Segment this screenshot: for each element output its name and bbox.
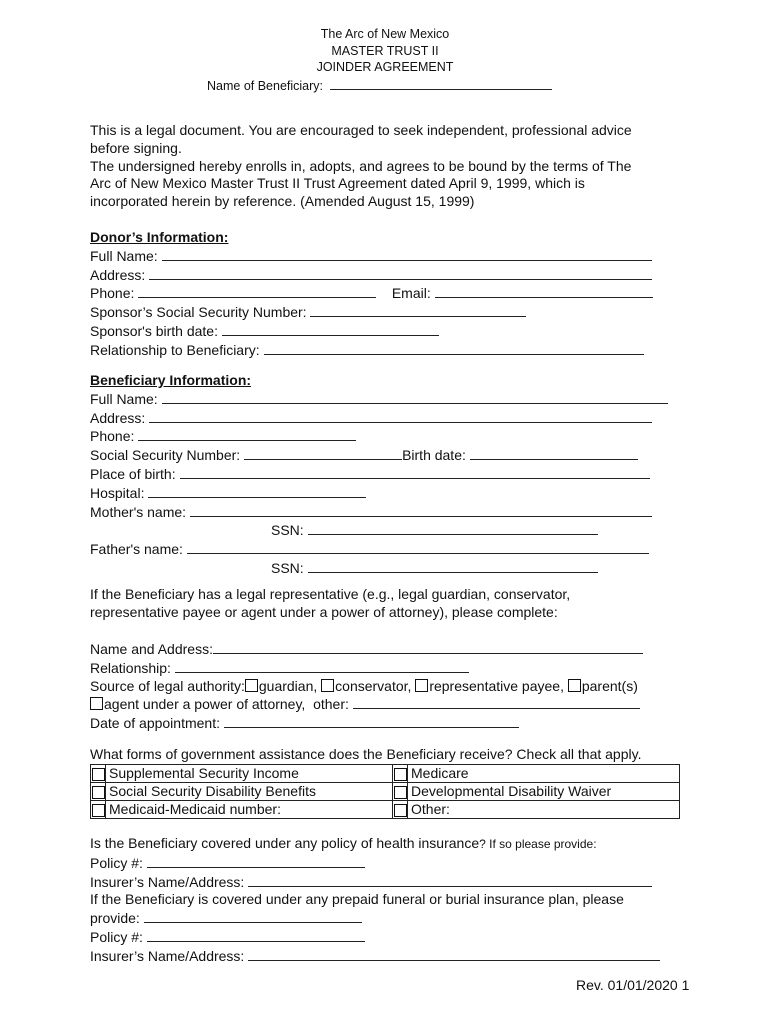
guardian-checkbox[interactable] [245,679,258,692]
conservator-checkbox[interactable] [321,679,334,692]
donor-full-name-field[interactable] [162,247,652,261]
insurer2-row: Insurer’s Name/Address: [90,947,730,966]
beneficiary-address-row: Address: [90,409,690,428]
ssdi-label: Social Security Disability Benefits [106,783,393,801]
medicaid-label: Medicaid-Medicaid number: [106,801,393,819]
ssi-label: Supplemental Security Income [106,765,393,783]
revision-footer: Rev. 01/01/2020 1 [576,977,690,993]
dd-waiver-checkbox[interactable] [394,786,407,799]
table-row [91,765,680,783]
donor-email-field[interactable] [435,284,653,298]
mother-ssn-field[interactable] [308,521,598,535]
insurance-question: Is the Beneficiary covered under any policy of health insurance? If so please provide: [90,835,597,851]
appointment-date-field[interactable] [224,714,519,728]
ssdi-checkbox[interactable] [92,786,105,799]
beneficiary-full-name-row: Full Name: [90,390,690,409]
donor-phone-row: Phone: Email: [90,284,690,303]
rep-name-address-row: Name and Address: [90,640,690,659]
funeral-provide-row: provide: [90,909,730,928]
agent-row: agent under a power of attorney, other: [90,695,690,714]
father-name-field[interactable] [187,540,649,554]
agent-checkbox[interactable] [90,697,103,710]
beneficiary-section [90,372,690,578]
trust-name: MASTER TRUST II [331,43,439,58]
legal-rep-section [90,640,690,733]
donor-section [90,229,690,360]
appointment-date-row: Date of appointment: [90,714,690,733]
donor-relationship-field[interactable] [264,341,644,355]
medicare-label: Medicare [408,765,680,783]
insurance-section [90,835,730,966]
funeral-provide-field[interactable] [144,909,362,923]
funeral-line: If the Beneficiary is covered under any prepaid funeral or burial insurance plan, please [90,891,624,908]
rep-relationship-row: Relationship: [90,659,690,678]
beneficiary-heading: Beneficiary Information: [90,372,252,388]
intro-line: incorporated herein by reference. (Amended August 15, 1999) [90,193,475,210]
legal-authority-row: Source of legal authority: guardian, conservator, representative payee, parent(s) [90,677,638,694]
donor-ssn-field[interactable] [310,303,526,317]
other-authority-field[interactable] [353,695,640,709]
other-assistance-checkbox[interactable] [394,804,407,817]
legal-rep-intro [90,586,690,622]
beneficiary-place-row: Place of birth: [90,465,690,484]
beneficiary-name-row [207,78,552,93]
beneficiary-full-name-field[interactable] [162,390,668,404]
payee-checkbox[interactable] [415,679,428,692]
rep-relationship-field[interactable] [175,659,469,673]
mother-ssn-row: SSN: [90,521,690,540]
org-name: The Arc of New Mexico [320,27,450,41]
ssi-checkbox[interactable] [92,768,105,781]
intro-line: Arc of New Mexico Master Trust II Trust Agreement dated April 9, 1999, which is [90,175,585,192]
donor-birth-field[interactable] [222,322,439,336]
donor-address-row: Address: [90,266,690,285]
medicare-checkbox[interactable] [394,768,407,781]
beneficiary-place-field[interactable] [180,465,650,479]
mother-name-field[interactable] [190,503,652,517]
assistance-question: What forms of government assistance does the Beneficiary receive? Check all that apply. [90,746,642,762]
beneficiary-ssn-row: Social Security Number: Birth date: [90,446,690,465]
intro-line: The undersigned hereby enrolls in, adopts, and agrees to be bound by the terms of The [90,157,632,174]
table-row [91,801,680,819]
father-ssn-row: SSN: [90,559,690,578]
mother-name-row: Mother's name: [90,503,690,522]
medicaid-checkbox[interactable] [92,804,105,817]
donor-full-name-row: Full Name: [90,247,690,266]
beneficiary-phone-row: Phone: [90,427,690,446]
beneficiary-ssn-field[interactable] [244,446,402,460]
policy2-row: Policy #: [90,928,730,947]
donor-address-field[interactable] [149,266,652,280]
father-name-row: Father's name: [90,540,690,559]
policy-field[interactable] [147,854,365,868]
policy2-field[interactable] [147,928,365,942]
insurer-row: Insurer’s Name/Address: [90,873,730,892]
other-assistance-label: Other: [408,801,680,819]
rep-name-address-field[interactable] [213,640,643,654]
policy-row: Policy #: [90,854,730,873]
intro-line: This is a legal document. You are encouraged to seek independent, professional advice [90,122,632,138]
document-header [0,26,770,76]
document-title: JOINDER AGREEMENT [316,60,454,74]
father-ssn-field[interactable] [308,559,598,573]
assistance-table [90,764,680,819]
intro-section [90,122,690,211]
insurer-field[interactable] [248,873,652,887]
parent-checkbox[interactable] [568,679,581,692]
insurer2-field[interactable] [248,947,660,961]
intro-line: before signing. [90,139,182,156]
donor-ssn-row: Sponsor’s Social Security Number: [90,303,690,322]
donor-heading: Donor’s Information: [90,229,229,245]
legal-rep-intro-line: representative payee or agent under a power of attorney), please complete: [90,603,558,620]
donor-phone-field[interactable] [138,284,376,298]
beneficiary-birth-field[interactable] [470,446,638,460]
beneficiary-address-field[interactable] [149,409,652,423]
donor-birth-row: Sponsor's birth date: [90,322,690,341]
beneficiary-hospital-field[interactable] [148,484,366,498]
dd-waiver-label: Developmental Disability Waiver [408,783,680,801]
beneficiary-hospital-row: Hospital: [90,484,690,503]
table-row [91,783,680,801]
donor-relationship-row: Relationship to Beneficiary: [90,341,690,360]
beneficiary-name-field[interactable] [330,78,552,90]
beneficiary-name-label: Name of Beneficiary: [207,79,324,93]
legal-rep-intro-line: If the Beneficiary has a legal representative (e.g., legal guardian, conservator, [90,586,571,602]
beneficiary-phone-field[interactable] [138,427,356,441]
